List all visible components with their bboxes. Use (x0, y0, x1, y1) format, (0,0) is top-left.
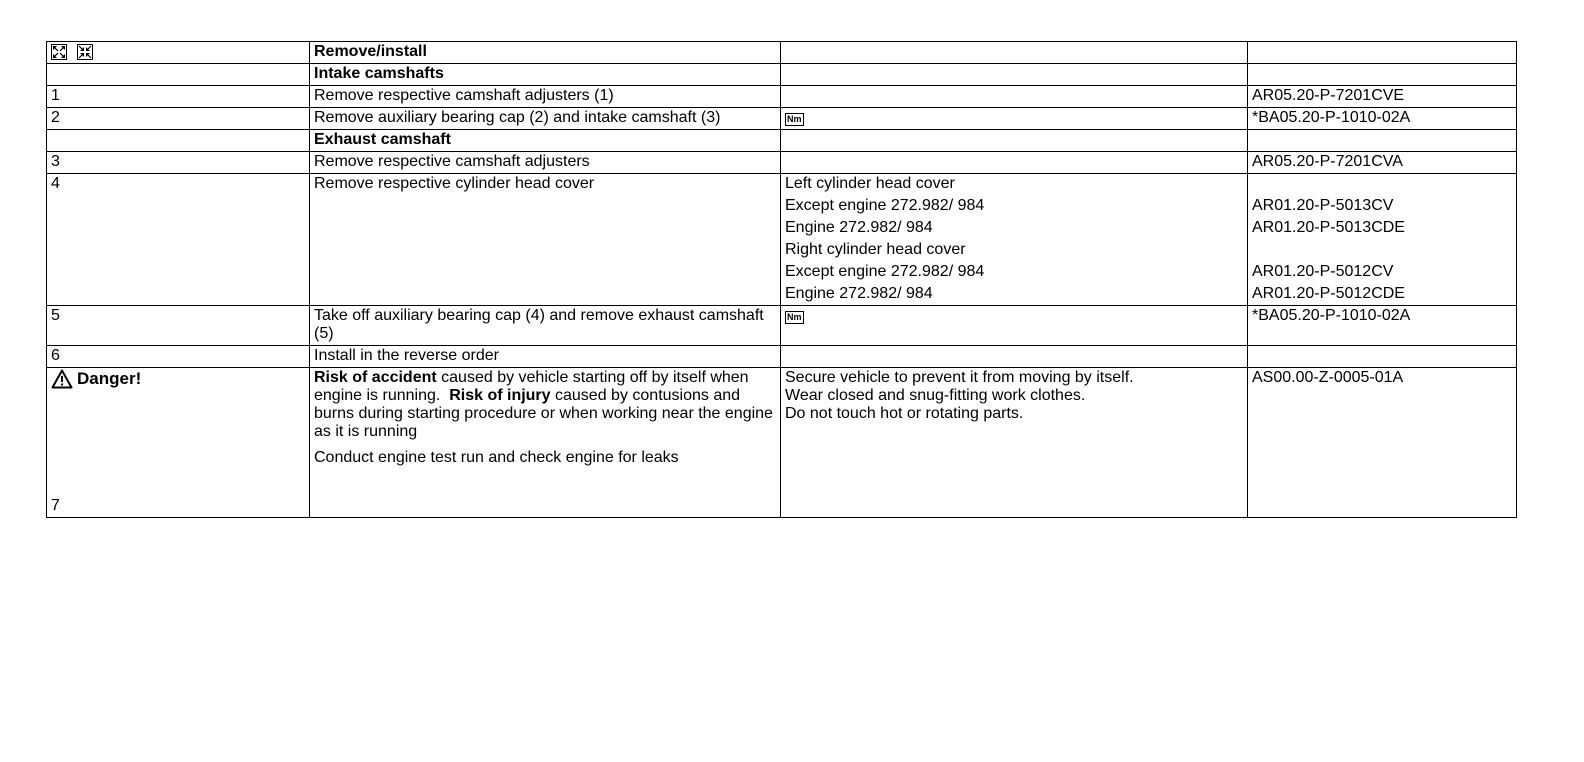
detail-label: Except engine 272.982/ 984 (785, 263, 985, 280)
danger-text (314, 369, 776, 441)
empty-cell (47, 64, 310, 86)
detail-reference-link (1252, 175, 1512, 193)
warning-triangle-icon (51, 369, 73, 389)
header-icons-cell (47, 42, 310, 64)
detail-reference-link[interactable]: AR01.20-P-5013CDE (1252, 219, 1405, 236)
section-row (47, 64, 1517, 86)
step-number: 6 (47, 346, 310, 368)
empty-cell (1248, 64, 1517, 86)
step-text: Remove auxiliary bearing cap (2) and intake camshaft (3) (310, 108, 781, 130)
step-number: 7 (51, 497, 60, 514)
detail-label: Engine 272.982/ 984 (785, 219, 933, 236)
risk-injury-text: caused by contusions and burns during starting procedure or when working near the engine as it is running (314, 387, 773, 440)
step-number: 4 (47, 174, 310, 306)
section-row (47, 130, 1517, 152)
step-number: 3 (47, 152, 310, 174)
header-title: Remove/install (310, 42, 781, 64)
step-text: Remove respective cylinder head cover (310, 174, 781, 306)
step-row (47, 152, 1517, 174)
section-title-exhaust: Exhaust camshaft (310, 130, 781, 152)
danger-measure: Secure vehicle to prevent it from moving by itself. (785, 369, 1134, 386)
danger-measure: Do not touch hot or rotating parts. (785, 405, 1024, 422)
danger-reference-link[interactable]: AS00.00-Z-0005-01A (1248, 368, 1517, 518)
step-row (47, 346, 1517, 368)
danger-cell (47, 368, 310, 518)
torque-nm-icon[interactable]: Nm (787, 114, 802, 124)
procedure-table (46, 41, 1517, 518)
step-reference-link[interactable]: AR05.20-P-7201CVA (1248, 152, 1517, 174)
risk-accident-text: caused by vehicle starting off by itself when engine is running. (314, 369, 749, 404)
step-number: 5 (47, 306, 310, 346)
danger-label: Danger! (77, 369, 142, 388)
detail-label: Except engine 272.982/ 984 (785, 197, 985, 214)
risk-injury-label: Risk of injury (449, 387, 551, 404)
step-details (781, 174, 1248, 306)
empty-cell (781, 152, 1248, 174)
section-title-intake: Intake camshafts (310, 64, 781, 86)
detail-reference-link[interactable]: AR01.20-P-5012CV (1252, 263, 1394, 280)
empty-cell (781, 64, 1248, 86)
step-text: Install in the reverse order (310, 346, 781, 368)
danger-row (47, 368, 1517, 518)
risk-accident-label: Risk of accident (314, 369, 437, 386)
header-row (47, 42, 1517, 64)
detail-label: Left cylinder head cover (785, 175, 955, 192)
empty-cell (781, 130, 1248, 152)
step-row (47, 86, 1517, 108)
danger-measures-cell (781, 368, 1248, 518)
step-reference-link[interactable]: *BA05.20-P-1010-02A (1248, 306, 1517, 346)
step-number: 1 (47, 86, 310, 108)
empty-cell (781, 346, 1248, 368)
step-row (47, 108, 1517, 130)
collapse-icon[interactable] (77, 44, 93, 60)
danger-text-cell (310, 368, 781, 518)
step-text: Take off auxiliary bearing cap (4) and remove exhaust camshaft (5) (310, 306, 781, 346)
step-text: Conduct engine test run and check engine for leaks (314, 449, 679, 466)
step-row (47, 174, 1517, 306)
torque-cell (781, 108, 1248, 130)
expand-icon[interactable] (51, 44, 67, 60)
detail-reference-link (1252, 241, 1512, 259)
danger-measure: Wear closed and snug-fitting work clothes. (785, 387, 1086, 404)
step-row (47, 306, 1517, 346)
torque-nm-icon[interactable]: Nm (787, 312, 802, 322)
step-reference-link[interactable]: AR05.20-P-7201CVE (1248, 86, 1517, 108)
empty-cell (1248, 130, 1517, 152)
empty-cell (781, 86, 1248, 108)
torque-cell (781, 306, 1248, 346)
step-text: Remove respective camshaft adjusters (310, 152, 781, 174)
step-number: 2 (47, 108, 310, 130)
detail-reference-link[interactable]: AR01.20-P-5012CDE (1252, 285, 1405, 302)
detail-reference-link[interactable]: AR01.20-P-5013CV (1252, 197, 1394, 214)
step-text: Remove respective camshaft adjusters (1) (310, 86, 781, 108)
empty-cell (1248, 346, 1517, 368)
empty-cell (1248, 42, 1517, 64)
empty-cell (47, 130, 310, 152)
step-detail-refs (1248, 174, 1517, 306)
empty-cell (781, 42, 1248, 64)
step-reference-link[interactable]: *BA05.20-P-1010-02A (1248, 108, 1517, 130)
detail-label: Engine 272.982/ 984 (785, 285, 933, 302)
detail-label: Right cylinder head cover (785, 241, 966, 258)
